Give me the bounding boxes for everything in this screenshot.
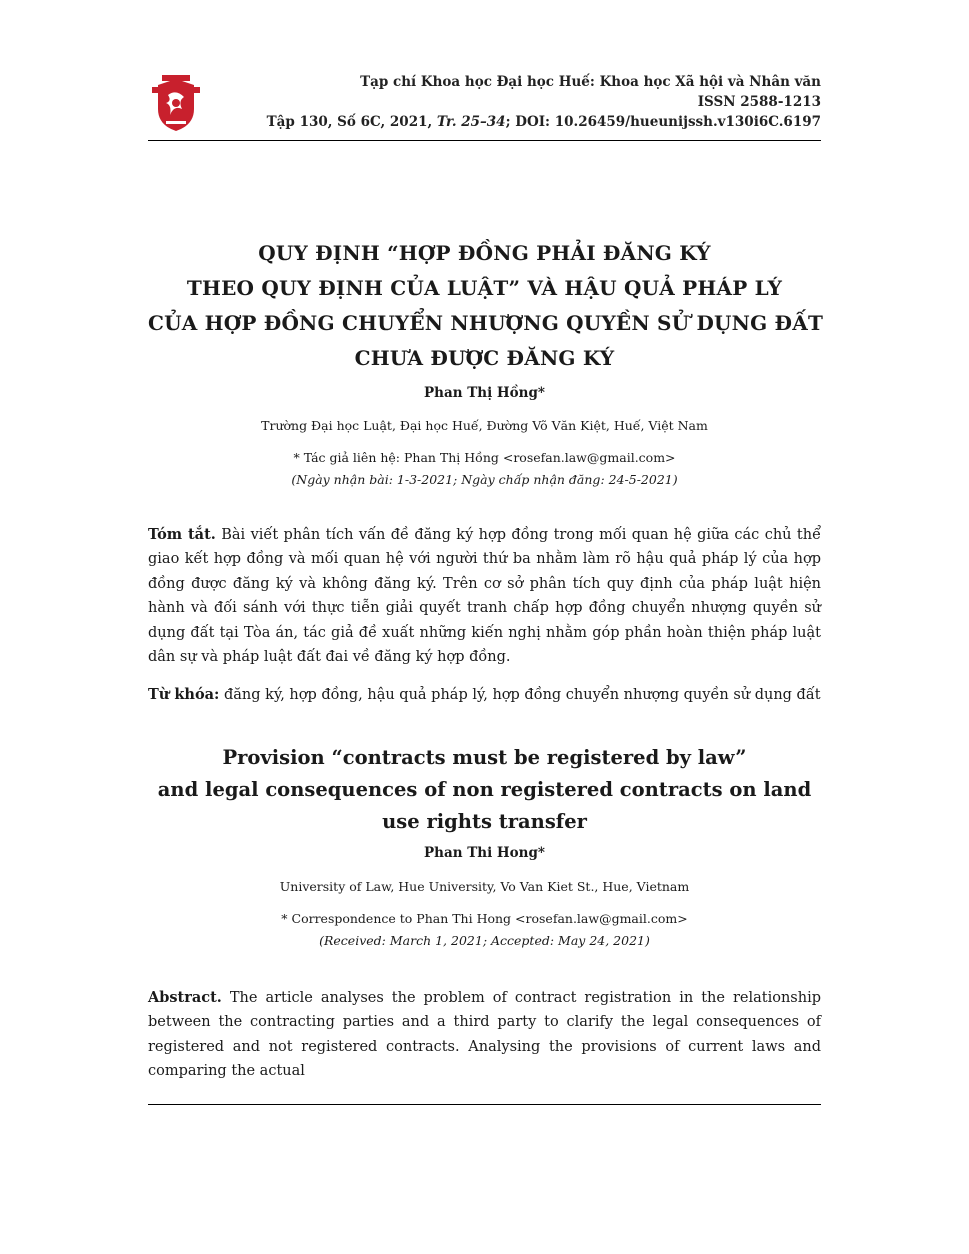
corresponding-author: * Tác giả liên hệ: Phan Thị Hồng <rosefan.law@gmail.com> [293, 450, 676, 465]
correspondence-english [148, 908, 821, 952]
title-line: THEO QUY ĐỊNH CỦA LUẬT” VÀ HẬU QUẢ PHÁP LÝ [186, 276, 783, 300]
author-english: Phan Thi Hong* [424, 845, 545, 861]
journal-citation [267, 112, 821, 132]
correspondence-vietnamese [148, 447, 821, 491]
abstract-label: Tóm tắt. [148, 526, 216, 543]
title-line: and legal consequences of non registered contracts on land [157, 778, 812, 801]
title-line: Provision “contracts must be registered by law” [222, 746, 747, 769]
keywords-vietnamese [148, 686, 821, 703]
abstract-vietnamese [148, 523, 821, 669]
submission-dates: (Received: March 1, 2021; Accepted: May 24, 2021) [319, 933, 650, 948]
title-vietnamese [148, 236, 824, 376]
title-line: QUY ĐỊNH “HỢP ĐỒNG PHẢI ĐĂNG KÝ [258, 241, 711, 265]
keywords-label: Từ khóa: [148, 686, 220, 703]
volume-info: Tập 130, Số 6C, 2021, [266, 114, 437, 130]
abstract-text: The article analyses the problem of contract registration in the relationship between the contracting parties and a third party to clarify the legal consequences of registered and not registered contracts. Analysing the provisions of current laws and comparing the actual [148, 990, 821, 1080]
journal-issn: ISSN 2588-1213 [697, 94, 821, 110]
abstract-label: Abstract. [148, 989, 222, 1006]
journal-header [267, 72, 821, 132]
submission-dates: (Ngày nhận bài: 1-3-2021; Ngày chấp nhận đăng: 24-5-2021) [291, 472, 678, 487]
journal-name: Tạp chí Khoa học Đại học Huế: Khoa học Xã hội và Nhân văn [360, 74, 821, 90]
affiliation-vietnamese: Trường Đại học Luật, Đại học Huế, Đường Võ Văn Kiệt, Huế, Việt Nam [261, 418, 708, 433]
footnote-rule [148, 1104, 821, 1105]
corresponding-author: * Correspondence to Phan Thi Hong <rosefan.law@gmail.com> [281, 911, 688, 926]
header-rule [148, 140, 821, 141]
doi: ; DOI: 10.26459/hueunijssh.v130i6C.6197 [505, 114, 821, 130]
title-line: use rights transfer [382, 810, 587, 833]
title-line: CHƯA ĐƯỢC ĐĂNG KÝ [354, 346, 615, 370]
title-line: CỦA HỢP ĐỒNG CHUYỂN NHƯỢNG QUYỀN SỬ DỤNG ĐẤT [148, 311, 824, 335]
paper-page [148, 0, 824, 1254]
abstract-text: Bài viết phân tích vấn đề đăng ký hợp đồng trong mối quan hệ giữa các chủ thể giao kết hợp đồng và mối quan hệ với người thứ ba nhằm làm rõ hậu quả pháp lý của hợp đồng được đăng ký và không đăng ký. Trên cơ sở phân tích quy định của pháp luật hiện hành và đối sánh với thực tiễn giải quyết tranh chấp hợp đồng chuyển nhượng quyền sử dụng đất tại Tòa án, tác giả đề xuất những kiến nghị nhằm góp phần hoàn thiện pháp luật dân sự và pháp luật đất đai về đăng ký hợp đồng. [148, 527, 821, 666]
author-vietnamese: Phan Thị Hồng* [424, 385, 545, 401]
title-english [148, 742, 821, 838]
page-range: Tr. 25–34 [436, 114, 506, 130]
hue-university-crest-icon [148, 73, 204, 133]
keywords-text: đăng ký, hợp đồng, hậu quả pháp lý, hợp đồng chuyển nhượng quyền sử dụng đất [219, 687, 821, 703]
affiliation-english: University of Law, Hue University, Vo Van Kiet St., Hue, Vietnam [279, 879, 690, 894]
abstract-english [148, 986, 821, 1084]
